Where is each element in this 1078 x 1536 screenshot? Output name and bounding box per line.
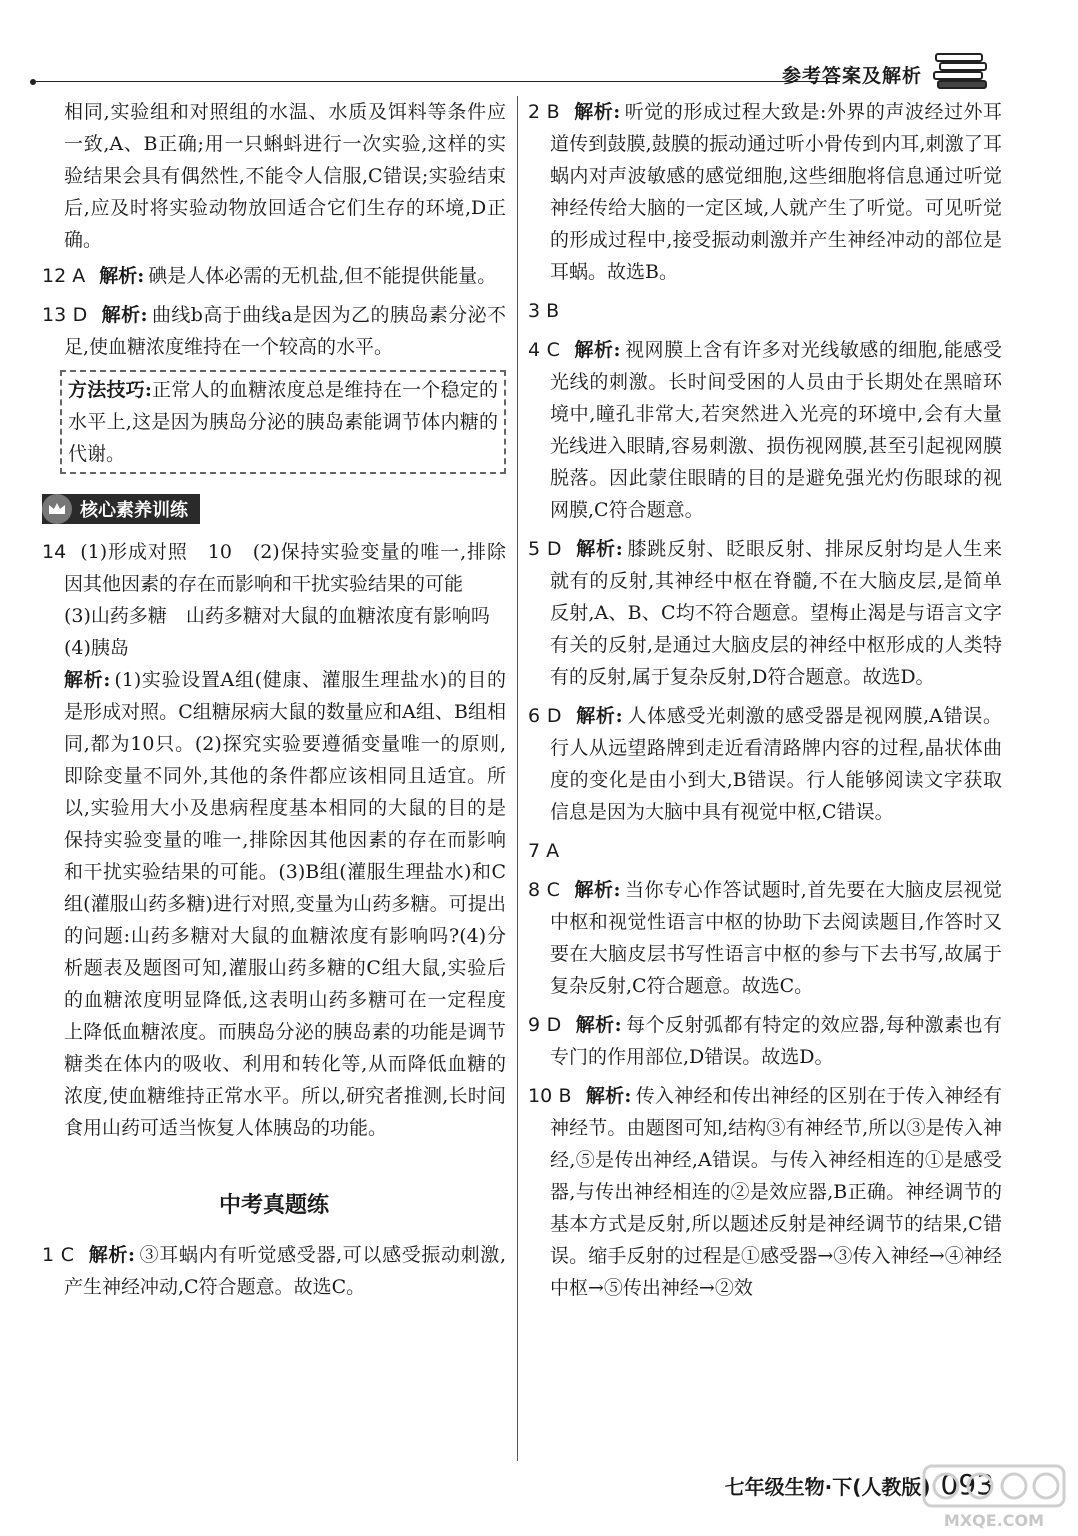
answer-3-number: 3 B (528, 300, 560, 322)
crown-icon (42, 494, 72, 524)
method-tip-text: 正常人的血糖浓度总是维持在一个稳定的水平上,这是因为胰岛分泌的胰岛素能调节体内糖的代谢。 (68, 379, 498, 465)
answer-12 (42, 260, 506, 292)
answer-2 (528, 96, 1002, 288)
answer-8-label: 解析: (573, 879, 621, 901)
answer-2-number: 2 B (528, 101, 560, 123)
page-header (30, 58, 990, 88)
answer-13-number: 13 D (42, 304, 88, 326)
watermark-logo (918, 1462, 1068, 1532)
answer-10-text: 传入神经和传出神经的区别在于传入神经有神经节。由题图可知,结构③有神经节,所以③是传入神经,⑤是传出神经,A错误。与传入神经相连的①是感受器,与传出神经相连的②是效应器,B正确。神经调节的基本方式是反射,所以题述反射是神经调节的结果,C错误。缩手反射的过程是①感受器→③传入神经→④神经中枢→⑤传出神经→②效 (550, 1085, 1002, 1299)
answer-8 (528, 874, 1002, 1002)
answer-1-label: 解析: (88, 1244, 135, 1266)
answer-6-label: 解析: (575, 705, 623, 727)
right-column (528, 96, 1002, 1311)
section-banner-label: 核心素养训练 (80, 500, 188, 521)
answer-14-analysis (42, 664, 506, 1144)
answer-6-text: 人体感受光刺激的感受器是视网膜,A错误。行人从远望路牌到走近看清路牌内容的过程,晶状体曲度的变化是由小到大,B错误。行人能够阅读文字获取信息是因为大脑中具有视觉中枢,C错误。 (550, 705, 1003, 823)
answer-1 (42, 1239, 506, 1303)
column-divider (517, 96, 518, 1461)
answer-5-number: 5 D (528, 538, 562, 560)
answer-13-text: 曲线b高于曲线a是因为乙的胰岛素分泌不足,使血糖浓度维持在一个较高的水平。 (64, 304, 506, 358)
answer-5-text: 膝跳反射、眨眼反射、排尿反射均是人生来就有的反射,其神经中枢在脊髓,不在大脑皮层,是简单反射,A、B、C均不符合题意。望梅止渴是与语言文字有关的反射,是通过大脑皮层的神经中枢形成的人类特有的反射,属于复杂反射,D符合题意。故选D。 (550, 538, 1002, 688)
answer-12-number: 12 A (42, 265, 86, 287)
answer-2-text: 听觉的形成过程大致是:外界的声波经过外耳道传到鼓膜,鼓膜的振动通过听小骨传到内耳,刺激了耳蜗内对声波敏感的感觉细胞,这些细胞将信息通过听觉神经传给大脑的一定区域,人就产生了听觉。可见听觉的形成过程中,接受振动刺激并产生神经冲动的部位是耳蜗。故选B。 (550, 101, 1003, 283)
answer-14-label: 解析: (64, 669, 111, 691)
header-dot (30, 79, 36, 85)
answer-5-label: 解析: (575, 538, 623, 560)
answer-10-number: 10 B (528, 1085, 572, 1107)
section-banner-core-literacy (42, 494, 200, 524)
answer-14-line2: (3)山药多糖 山药多糖对大鼠的血糖浓度有影响吗 (64, 605, 490, 627)
answer-1-text: ③耳蜗内有听觉感受器,可以感受振动刺激,产生神经冲动,C符合题意。故选C。 (64, 1244, 506, 1298)
header-rule (36, 81, 840, 82)
answer-6 (528, 700, 1002, 828)
answer-13 (42, 299, 506, 363)
page-number: 093 (940, 1468, 994, 1501)
answer-14-line1 (42, 536, 506, 600)
answer-7 (528, 835, 1002, 867)
answer-9-text: 每个反射弧都有特定的效应器,每种激素也有专门的作用部位,D错误。故选D。 (550, 1014, 1003, 1068)
answer-13-label: 解析: (101, 304, 148, 326)
answer-6-number: 6 D (528, 705, 562, 727)
answer-2-label: 解析: (573, 101, 621, 123)
answer-12-label: 解析: (99, 265, 145, 287)
left-column (42, 96, 506, 1310)
answer-12-text: 碘是人体必需的无机盐,但不能提供能量。 (148, 265, 497, 287)
footer-subject: 七年级生物·下(人教版) (724, 1475, 931, 1499)
answer-4-number: 4 C (528, 339, 560, 361)
method-tip-box (60, 370, 506, 474)
answer-14 (42, 536, 506, 1144)
answer-1-number: 1 C (42, 1244, 75, 1266)
exam-section-title: 中考真题练 (218, 1193, 329, 1218)
answer-7-number: 7 A (528, 840, 560, 862)
answer-4-text: 视网膜上含有许多对光线敏感的细胞,能感受光线的刺激。长时间受困的人员由于长期处在黑暗环境中,瞳孔非常大,若突然进入光亮的环境中,会有大量光线进入眼睛,容易刺激、损伤视网膜,甚至引起视网膜脱落。因此蒙住眼睛的目的是避免强光灼伤眼球的视网膜,C符合题意。 (550, 339, 1002, 521)
answer-10 (528, 1080, 1002, 1304)
answer-3 (528, 295, 1002, 327)
answer-14-line1-text: (1)形成对照 10 (2)保持实验变量的唯一,排除因其他因素的存在而影响和干扰实验结果的可能 (64, 541, 506, 595)
answer-8-text: 当你专心作答试题时,首先要在大脑皮层视觉中枢和视觉性语言中枢的协助下去阅读题目,作答时又要在大脑皮层书写性语言中枢的参与下去书写,故属于复杂反射,C符合题意。故选C。 (550, 879, 1002, 997)
header-title: 参考答案及解析 (781, 65, 922, 87)
watermark-text: MXQE.COM (943, 1511, 1045, 1530)
answer-5 (528, 533, 1002, 693)
answer-14-line3: (4)胰岛 (64, 637, 129, 659)
method-tip-label: 方法技巧: (68, 379, 152, 401)
answer-10-label: 解析: (585, 1085, 632, 1107)
answer-9-number: 9 D (528, 1014, 562, 1036)
answer-9 (528, 1009, 1002, 1073)
answer-4 (528, 334, 1002, 526)
answer-14-number: 14 (42, 541, 67, 563)
books-stack-icon (932, 50, 990, 92)
answer-9-label: 解析: (575, 1014, 622, 1036)
answer-4-label: 解析: (573, 339, 621, 361)
answer-8-number: 8 C (528, 879, 560, 901)
answer-14-analysis-text: (1)实验设置A组(健康、灌服生理盐水)的目的是形成对照。C组糖尿病大鼠的数量应和A组、B组相同,都为10只。(2)探究实验要遵循变量唯一的原则,即除变量不同外,其他的条件都应该相同且适宜。所以,实验用大小及患病程度基本相同的大鼠的目的是保持实验变量的唯一,排除因其他因素的存在而影响和干扰实验结果的可能。(3)B组(灌服生理盐水)和C组(灌服山药多糖)进行对照,变量为山药多糖。可提出的问题:山药多糖对大鼠的血糖浓度有影响吗?(4)分析题表及题图可知,灌服山药多糖的C组大鼠,实验后的血糖浓度明显降低,这表明山药多糖可在一定程度上降低血糖浓度。而胰岛分泌的胰岛素的功能是调节糖类在体内的吸收、利用和转化等,从而降低血糖的浓度,使血糖维持正常水平。所以,研究者推测,长时间食用山药可适当恢复人体胰岛的功能。 (64, 669, 507, 1139)
q11-continuation: 相同,实验组和对照组的水温、水质及饵料等条件应一致,A、B正确;用一只蝌蚪进行一次实验,这样的实验结果会具有偶然性,不能令人信服,C错误;实验结束后,应及时将实验动物放回适合它们生存的环境,D正确。 (64, 101, 506, 251)
